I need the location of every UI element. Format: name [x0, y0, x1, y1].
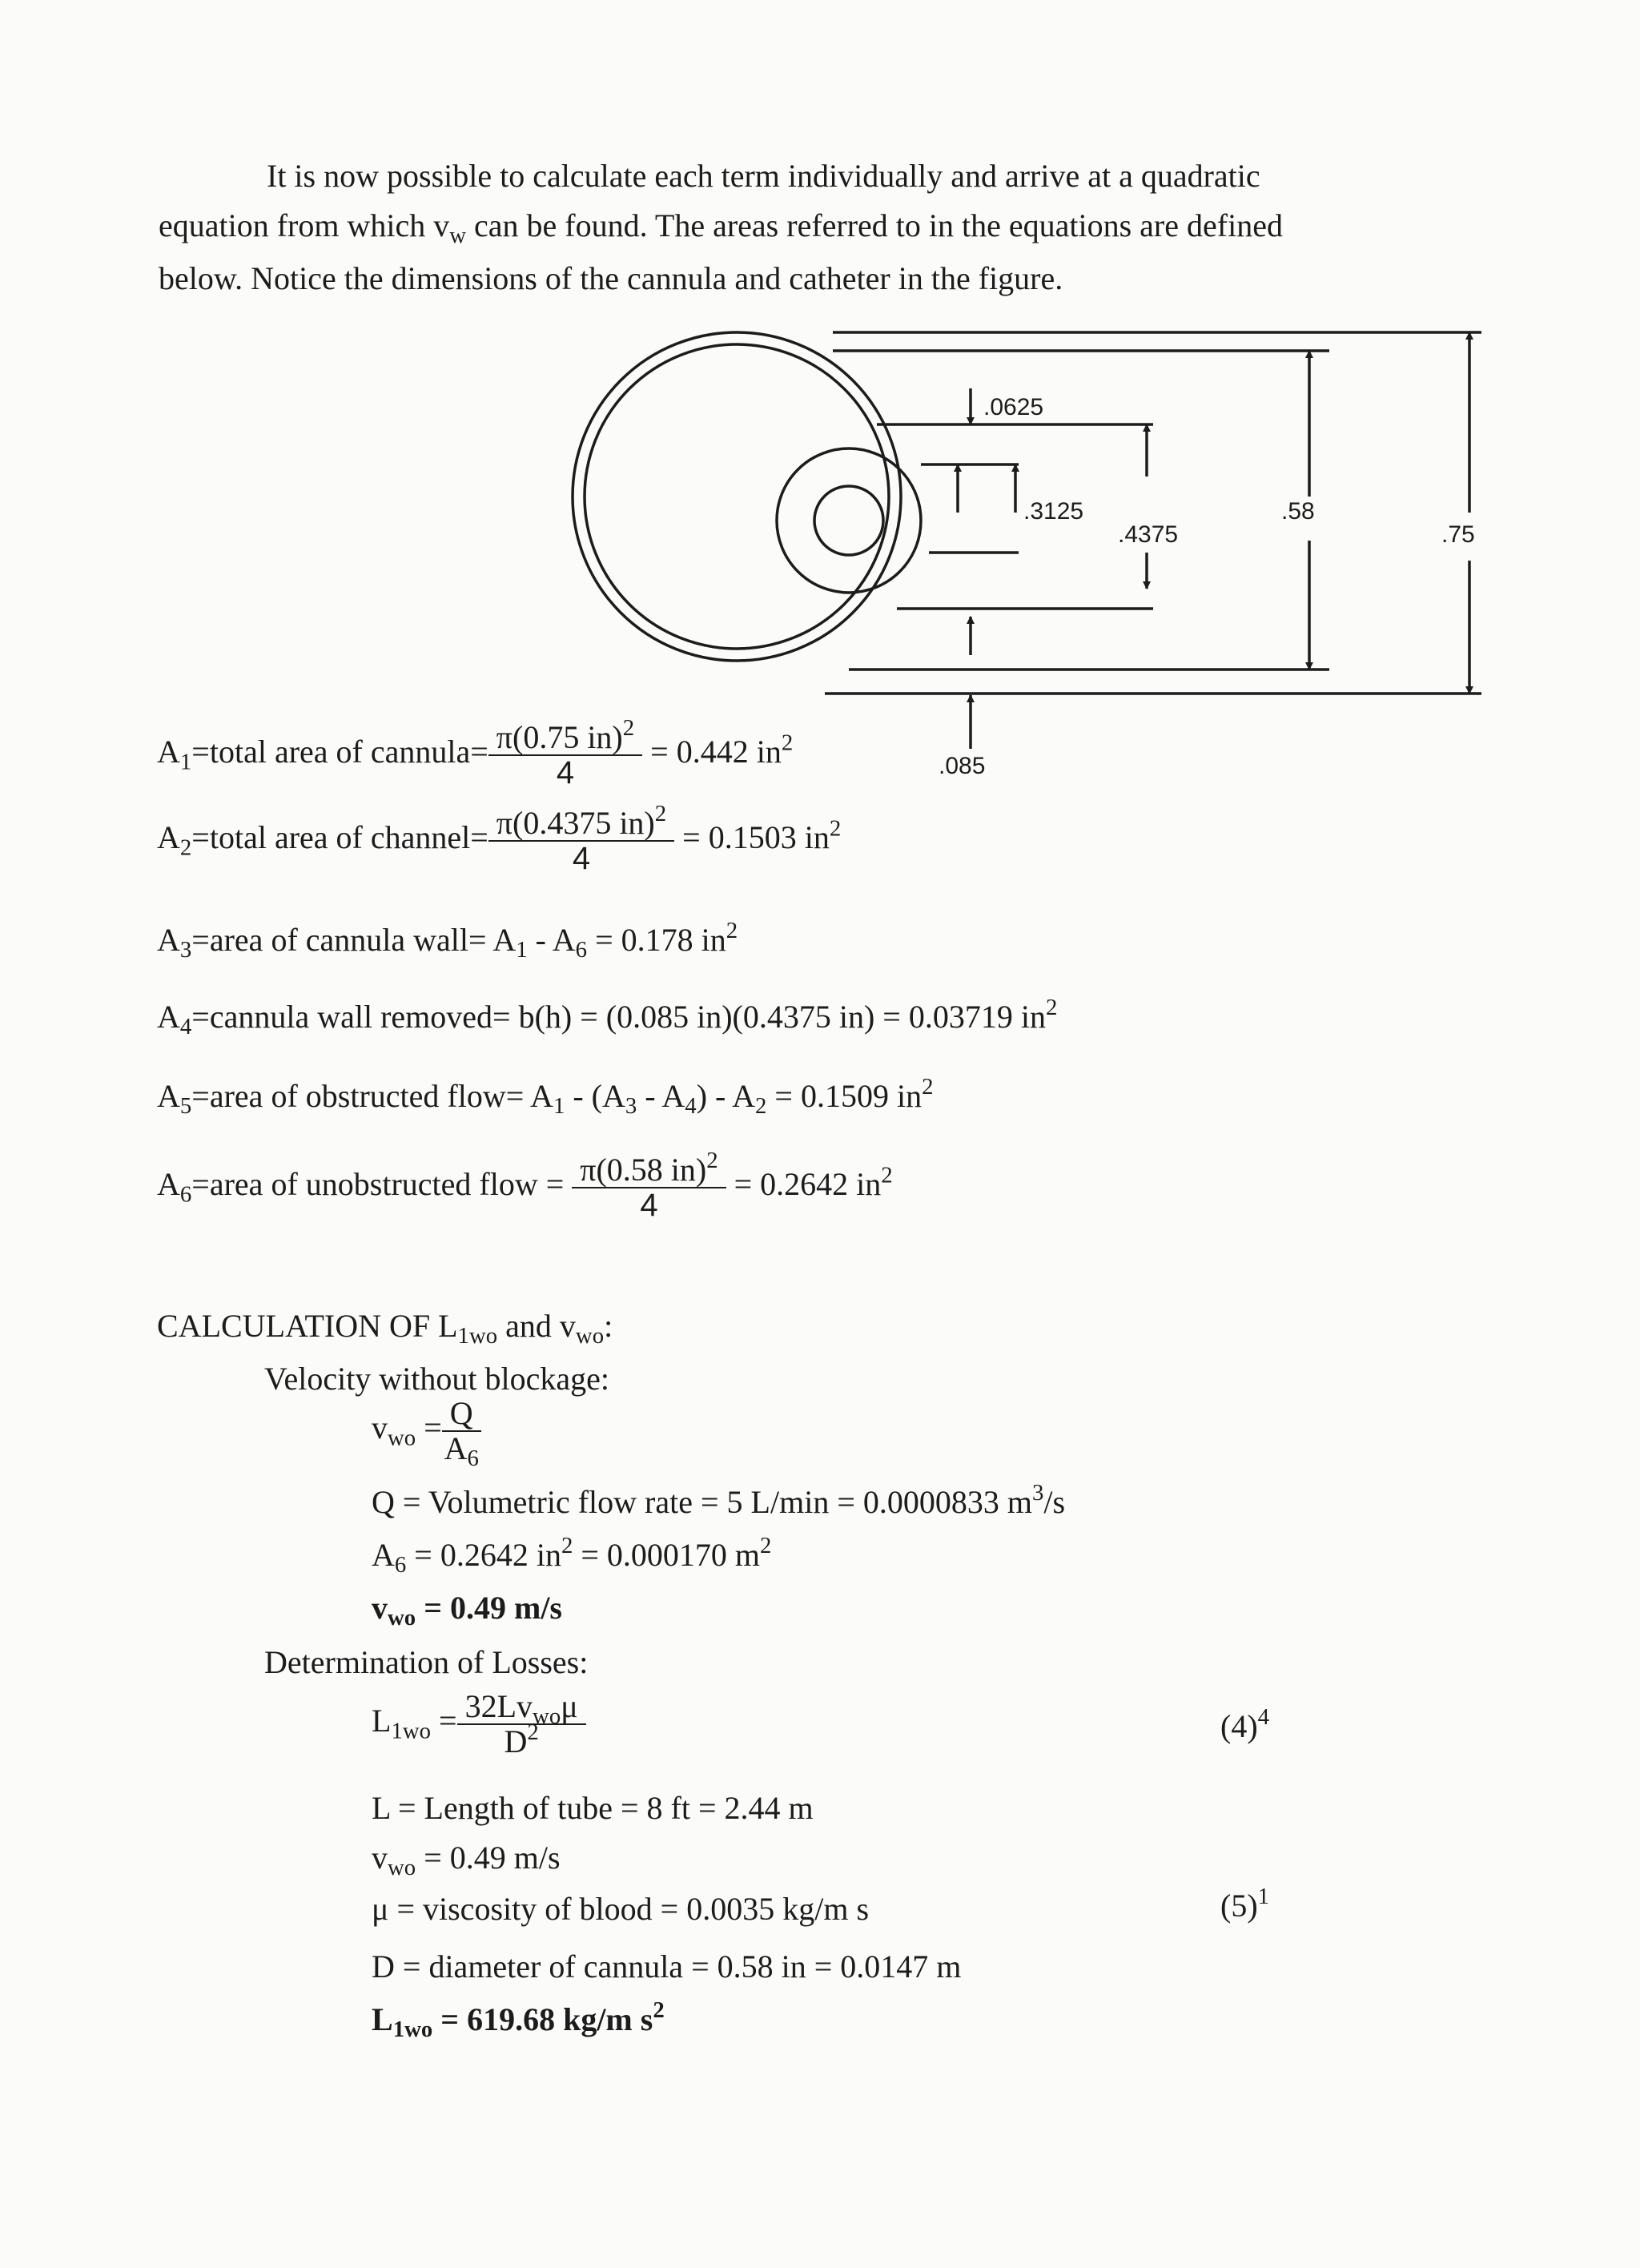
intro-line-2: equation from which $v_w$ can be found. The areas referred to in the equations are defined: [159, 207, 1283, 249]
l1wo-fraction: $\frac{32Lv_{wo}\mu}{D^2}$: [457, 1690, 586, 1759]
q-line: Q = Volumetric flow rate = 5 L/min = 0.0000833 $m^3/s$: [372, 1480, 1066, 1520]
vwo-result: $v_{wo} = 0.49$ m/s: [372, 1590, 562, 1631]
cannula-outer-circle: [573, 332, 901, 661]
equation-number-4: $(4)^4$: [1220, 1704, 1270, 1744]
velocity-line: $v_{wo} = 0.49$ m/s: [372, 1840, 561, 1881]
l1wo-result: $L_{1wo} = 619.68$ kg/m $s^2$: [372, 1997, 665, 2043]
dim-58: .58: [1281, 498, 1315, 525]
dim-75: .75: [1441, 521, 1475, 548]
l1wo-formula: $L_{1wo}$ = $\frac{32Lv_{wo}\mu}{D^2}$: [372, 1690, 586, 1759]
a4-equation: $A_4=cannula$ wall removed= b(h) = (0.085 in)(0.4375 in) = 0.03719 $in^2$: [157, 995, 1058, 1040]
dim-4375: .4375: [1118, 521, 1179, 548]
vwo-fraction: $\frac{Q}{A_6}$: [442, 1397, 481, 1466]
length-line: L = Length of tube = 8 ft = 2.44 m: [372, 1790, 814, 1826]
a1-equation: $A_1=total$ area of cannula= $\frac{\pi(0.75 in)^2}{4}$ = 0.442 $in^2$: [157, 715, 794, 790]
a6-fraction: $\frac{\pi(0.58 in)^2}{4}$: [572, 1153, 726, 1222]
dim-3125: .3125: [1023, 498, 1084, 525]
a1-fraction: $\frac{\pi(0.75 in)^2}{4}$: [488, 721, 642, 790]
viscosity-line: μ = viscosity of blood = 0.0035 kg/m s: [372, 1891, 870, 1927]
dim-0625: .0625: [983, 394, 1044, 420]
intro-line-1: It is now possible to calculate each term individually and arrive at a quadratic: [267, 158, 1260, 194]
intro-line-3: below. Notice the dimensions of the cannula and catheter in the figure.: [159, 260, 1063, 296]
a6-equation: $A_6=area$ of unobstructed flow = $\frac{\pi(0.58 in)^2}{4}$ = 0.2642 $in^2$: [157, 1148, 893, 1223]
a5-equation: $A_5=area$ of obstructed flow= $A_1 - (A_3 - A_4) - A_2 = 0.1509$ $in^2$: [157, 1074, 934, 1120]
cannula-diagram: [0, 0, 1640, 801]
equation-number-5: $(5)^1$: [1220, 1884, 1270, 1924]
diameter-line: D = diameter of cannula = 0.58 in = 0.0147 m: [372, 1948, 962, 1984]
catheter-inner-circle: [814, 486, 883, 555]
dim-085: .085: [939, 753, 986, 779]
vwo-formula: $v_{wo}$ = $\frac{Q}{A_6}$: [372, 1397, 481, 1466]
calc-heading: CALCULATION OF $L_{1wo}$ and $v_{wo}$:: [157, 1308, 613, 1349]
a2-fraction: $\frac{\pi(0.4375 in)^2}{4}$: [488, 806, 674, 875]
a3-equation: $A_3=area$ of cannula wall= $A_1 - A_6 = 0.178$ $in^2$: [157, 918, 738, 963]
a2-equation: $A_2=total$ area of channel= $\frac{\pi(0.4375 in)^2}{4}$ = 0.1503 $in^2$: [157, 801, 842, 876]
a6-conversion-line: $A_6 = 0.2642$ $in^2 = 0.000170$ $m^2$: [372, 1533, 772, 1578]
velocity-title: Velocity without blockage:: [264, 1361, 610, 1397]
losses-title: Determination of Losses:: [264, 1644, 589, 1680]
cannula-inner-circle: [585, 344, 889, 649]
